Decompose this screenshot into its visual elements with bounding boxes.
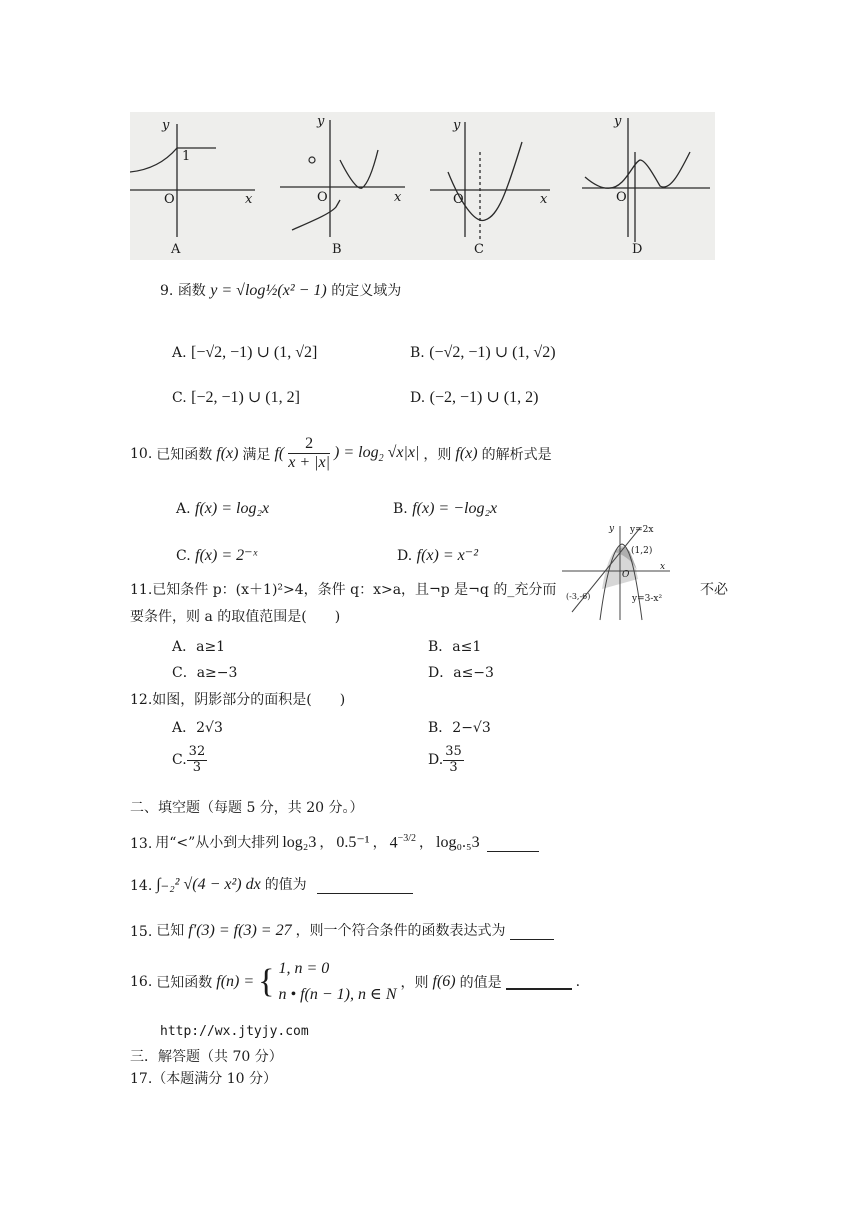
q9-formula: y = √log½(x² − 1): [210, 282, 327, 299]
fig12-left-point-label: (-3,-6): [566, 592, 591, 601]
fig12-origin: O: [622, 570, 630, 580]
q16-cases: [279, 960, 397, 1004]
q10-option-d-label: D.: [397, 548, 413, 564]
fig12-curve-label: y=3-x²: [632, 594, 663, 604]
q16: [130, 954, 580, 1010]
q13-text: 用“<”从小到大排列: [155, 835, 280, 851]
q12-option-b[interactable]: [428, 717, 491, 737]
q15-text2: ，则一个符合条件的函数表达式为: [295, 923, 506, 939]
q9-option-a-value: [−√2, −1) ∪ (1, √2]: [191, 344, 318, 361]
q10-option-c-value: f(x) = 2⁻ˣ: [195, 547, 258, 564]
q13-sep3: ，: [419, 835, 434, 851]
q12-option-a-value: 2√3: [196, 720, 223, 736]
q12-option-a[interactable]: [172, 717, 223, 737]
q10-fx: f(x): [216, 444, 239, 462]
graph-a-label: A: [171, 242, 181, 257]
q12-option-b-value: 2−√3: [452, 720, 491, 736]
graph-d-label: D: [632, 242, 643, 257]
q16-end: .: [575, 974, 581, 990]
q10-text4: 的解析式是: [481, 446, 552, 463]
q13-sep1: ，: [319, 835, 334, 851]
q10-condition-left: f(: [274, 444, 285, 462]
q9-text-after: 的定义域为: [331, 283, 402, 299]
graph-b-label: B: [332, 242, 342, 257]
q9-stem: [160, 280, 401, 300]
q16-case1: 1, n = 0: [278, 960, 330, 977]
q11-option-a[interactable]: A．a≥1: [172, 639, 226, 655]
q14-integral: ∫₋₂² √(4 − x²) dx: [156, 876, 261, 893]
fig12-y-label: y: [609, 524, 615, 534]
q9-option-b-value: (−√2, −1) ∪ (1, √2): [429, 344, 556, 361]
q10-option-b[interactable]: [393, 500, 497, 518]
q10-text1: 已知函数: [156, 446, 213, 463]
q13-term3-base: 4: [389, 834, 398, 851]
q11-line1: 11.已知条件 p：(x＋1)²>4，条件 q：x>a，且¬p 是¬q 的_充分而: [130, 582, 557, 598]
q11-line1-tail: 不必: [700, 582, 728, 598]
graph-d-y-label: y: [614, 114, 622, 129]
q10-option-b-value: f(x) = −log₂x: [412, 500, 498, 517]
q12-option-d-den: 3: [449, 759, 458, 775]
graph-b-open-point: [309, 157, 315, 163]
q9-option-c-value: [−2, −1) ∪ (1, 2]: [191, 389, 300, 406]
q11-option-d[interactable]: D．a≤−3: [428, 665, 494, 681]
q9-option-a[interactable]: [172, 342, 317, 362]
q12-option-d[interactable]: [428, 745, 464, 776]
q14-answer-blank[interactable]: [317, 879, 413, 894]
q11-line2: 要条件，则 a 的取值范围是( ): [130, 609, 341, 625]
function-graphs-figure: [130, 112, 715, 260]
q12-option-d-num: 35: [445, 744, 462, 759]
q12-option-c-num: 32: [188, 744, 206, 759]
q12-option-c-fraction: [187, 745, 208, 776]
q11-option-c[interactable]: C．a≥−3: [172, 665, 238, 681]
section-fill-in-heading: 二、填空题（每题 5 分，共 20 分。）: [130, 800, 364, 816]
graphs-svg: [130, 112, 715, 260]
q10-option-a-label: A.: [176, 501, 191, 517]
q12-option-c[interactable]: [172, 745, 207, 776]
q9-option-d[interactable]: [410, 387, 538, 407]
q12-option-d-label: D.: [428, 752, 444, 769]
q15-text1: 已知: [156, 923, 185, 939]
graph-c-x-label: x: [540, 192, 548, 207]
graph-b-right-curve: [340, 150, 378, 188]
q16-case2: n • f(n − 1), n ∈ N: [278, 986, 397, 1003]
q12-option-d-fraction: [443, 745, 464, 776]
q15-number: 15.: [130, 924, 153, 940]
q12-option-c-den: 3: [192, 759, 202, 775]
q13-term4: log₀.₅3: [436, 834, 480, 851]
q12-option-c-label: C.: [172, 752, 187, 769]
q15-formula: f′(3) = f(3) = 27: [188, 922, 292, 939]
q13: [130, 832, 539, 852]
q9-option-d-label: D.: [410, 390, 426, 406]
q11-option-b[interactable]: B．a≤1: [428, 639, 482, 655]
q13-term2: 0.5⁻¹: [336, 834, 370, 851]
q10-text3: ，则: [423, 446, 452, 463]
q9-option-b-label: B.: [410, 345, 425, 361]
q9-option-b[interactable]: [410, 342, 556, 362]
q16-f6: f(6): [432, 973, 456, 990]
q10-number: 10.: [130, 445, 153, 462]
q13-term3: [390, 833, 416, 852]
shaded-area-svg: [562, 524, 674, 622]
q9-option-c[interactable]: [172, 387, 300, 407]
graph-c-curve: [448, 142, 522, 220]
q10-text2: 满足: [242, 446, 271, 463]
q10-option-a[interactable]: [176, 500, 269, 518]
graph-b-left-curve: [292, 200, 340, 230]
q10-option-d[interactable]: [397, 545, 478, 565]
q10-option-d-value: f(x) = x⁻²: [416, 547, 478, 564]
q10-option-c[interactable]: [176, 545, 257, 565]
section-answer-heading: 三．解答题（共 70 分）: [130, 1049, 283, 1065]
q16-text1: 已知函数: [156, 975, 213, 991]
q13-term3-exp: −3/2: [397, 832, 417, 844]
q9-option-a-label: A.: [172, 345, 187, 361]
q10-stem: [130, 435, 552, 473]
q10-condition-right: ) = $\log_2 √x|x|$: [334, 443, 420, 464]
q16-text2: ，则: [400, 975, 429, 991]
q9-number: 9.: [160, 283, 174, 299]
fig12-x-label: x: [660, 562, 666, 572]
graph-a-origin: O: [164, 192, 175, 207]
source-url[interactable]: http://wx.jtyjy.com: [160, 1024, 309, 1039]
q13-term1: log₂3: [282, 834, 317, 851]
q16-text3: 的值是: [459, 975, 502, 991]
q16-fn: f(n) =: [216, 973, 255, 990]
q13-number: 13.: [130, 836, 153, 852]
graph-b-origin: O: [317, 190, 328, 205]
q9-option-d-value: (−2, −1) ∪ (1, 2): [429, 389, 539, 406]
graph-a-curve: [130, 148, 177, 172]
q10-fraction: $\frac{2}{x + |x|}$: [288, 435, 331, 472]
shaded-area-figure: [562, 524, 674, 622]
q14: [130, 874, 413, 894]
q15-answer-blank[interactable]: [510, 925, 554, 940]
q10-option-c-label: C.: [176, 548, 191, 564]
q15: [130, 920, 554, 940]
graph-a-one-mark: 1: [182, 149, 191, 164]
q16-brace: {: [258, 963, 275, 1000]
q14-number: 14.: [130, 878, 153, 894]
q9-option-c-label: C.: [172, 390, 187, 406]
q9-text-before: 函数: [177, 283, 206, 299]
q12-stem: 12.如图，阴影部分的面积是( ): [130, 692, 346, 708]
q13-answer-blank[interactable]: [487, 837, 539, 852]
q13-sep2: ，: [372, 835, 387, 851]
fig12-point-label: (1,2): [631, 546, 653, 556]
graph-a-x-label: x: [245, 192, 253, 207]
q12-option-a-label: A．: [172, 720, 197, 736]
fig12-line-label: y=2x: [630, 525, 654, 535]
q16-number: 16.: [130, 974, 153, 990]
q10-fx-2: f(x): [455, 444, 478, 462]
q14-text: 的值为: [264, 877, 307, 893]
q10-option-a-value: f(x) = log₂x: [195, 500, 270, 517]
graph-d-origin: O: [616, 190, 627, 205]
graph-c-label: C: [474, 242, 484, 257]
q16-answer-blank[interactable]: [506, 974, 572, 990]
graph-d-curve: [585, 152, 690, 188]
graph-c-origin: O: [453, 192, 464, 207]
graph-b-y-label: y: [317, 114, 325, 129]
q12-option-b-label: B．: [428, 720, 453, 736]
q10-option-b-label: B.: [393, 501, 408, 517]
graph-a-y-label: y: [162, 118, 170, 133]
q17-heading: 17.（本题满分 10 分）: [130, 1071, 277, 1087]
graph-c-y-label: y: [453, 118, 461, 133]
graph-b-x-label: x: [394, 190, 402, 205]
